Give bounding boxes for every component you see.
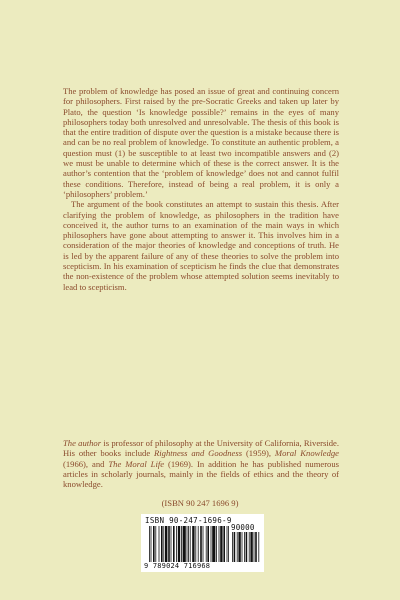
blurb-paragraph-1: The problem of knowledge has posed an issue of great and continuing concern for philosophers. First raised by the pre-Socratic Greeks and taken up later by Plato, the question ‘Is knowledge possible?’ remains in the eyes of many philosophers today both unresolved and unresolvable. The thesis of this book is that the entire tradition of dispute over the question is a mistake because there is and can be no real problem of knowledge. To constitute an authentic problem, a question must (1) be susceptible to at least two incompatible answers and (2) we must be unable to determine which of these is the correct answer. It is the author’s contention that the ‘problem of knowledge’ does not and cannot fulfil these conditions. Therefore, instead of being a real problem, it is only a ‘philosophers’ problem.’	[63, 86, 339, 199]
author-bio	[63, 438, 339, 489]
author-bio-text-2: (1959),	[242, 448, 275, 459]
book-title-1: Rightness and Goodness	[154, 448, 243, 459]
barcode-addon-text: 90000	[231, 523, 255, 532]
author-bio-text-3: (1966), and	[63, 458, 109, 469]
author-bio-text-1: is professor of philosophy at the University of California, Riverside. His other books include	[63, 438, 339, 459]
author-bio-text-4: (1969). In addition he has published numerous articles in scholarly journals, mainly in the fields of ethics and the theory of knowledge.	[63, 458, 339, 490]
blurb-paragraph-2: The argument of the book constitutes an attempt to sustain this thesis. After clarifying the problem of knowledge, as philosophers in the tradition have conceived it, the author turns to an examination of the main ways in which philosophers have gone about attempting to answer it. This involves him in a consideration of the major theories of knowledge and conceptions of truth. He is led by the apparent failure of any of these theories to solve the problem into scepticism. In his examination of scepticism he finds the clue that demonstrates the non-existence of the problem whose attempted solution seems inevitably to lead to scepticism.	[63, 199, 339, 292]
barcode-human-readable: 9 789024 716968	[144, 562, 211, 570]
book-blurb	[63, 86, 339, 292]
barcode-bars	[149, 526, 229, 562]
book-title-2: Moral Knowledge	[274, 448, 339, 459]
barcode-isbn-text: ISBN 90-247-1696-9	[145, 516, 232, 525]
barcode	[141, 514, 264, 572]
author-label: The author	[63, 438, 102, 448]
isbn-line: (ISBN 90 247 1696 9)	[161, 498, 239, 508]
barcode-addon-bars	[232, 532, 260, 562]
book-title-3: The Moral Life	[108, 458, 165, 469]
